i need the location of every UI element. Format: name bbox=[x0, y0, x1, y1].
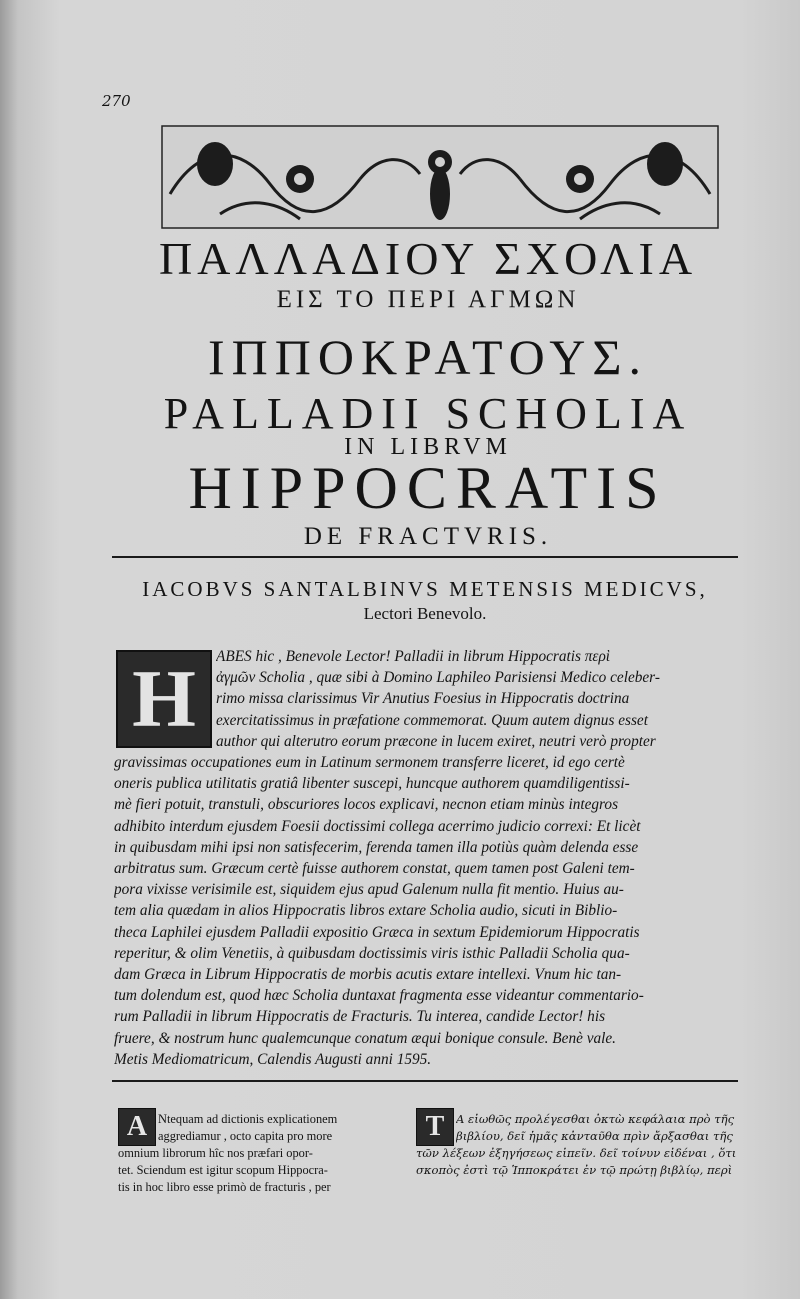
right-column-line: τῶν λέξεων ἐξηγήσεως εἰπεῖν. δεῖ τοίνυν εἰδέναι , ὅτι bbox=[416, 1146, 737, 1160]
preface-line: reperitur, & olim Venetiis, à quibusdam doctissimis viris isthic Palladii Scholia qua- bbox=[114, 944, 630, 962]
preface-line: gravissimas occupationes eum in Latinum sermonem transferre liceret, id ego certè bbox=[114, 754, 625, 771]
preface-line: rum Palladii in librum Hippocratis de Fracturis. Tu interea, candide Lector! his bbox=[114, 1008, 606, 1026]
preface-line: pora vixisse verisimile est, siquidem ejus apud Galenum nulla fit mentio. Huius au- bbox=[114, 881, 624, 899]
title-divider bbox=[112, 556, 738, 558]
preface-line: author qui alterutro eorum præcone in lucem exiret, neutri verò propter bbox=[216, 732, 656, 750]
latin-title-line-1: PALLADII SCHOLIA bbox=[163, 389, 693, 438]
page-number: 270 bbox=[102, 92, 131, 110]
preface-line: mè fieri potuit, transtuli, obscuriores locos explicavi, necnon etiam minùs integros bbox=[114, 796, 619, 814]
headpiece-ornament-icon bbox=[160, 124, 720, 230]
left-column-line: omnium librorum hîc nos præfari opor- bbox=[118, 1146, 313, 1160]
author-line: IACOBVS SANTALBINVS METENSIS MEDICVS, bbox=[142, 577, 708, 601]
left-column-dropcap: A bbox=[118, 1108, 156, 1146]
greek-title-line-1: ΠΑΛΛΑΔΙΟΥ ΣΧΟΛΙΑ bbox=[158, 233, 698, 284]
preface-dropcap-letter: H bbox=[132, 653, 196, 744]
greek-title-line-2: ΕΙΣ ΤΟ ΠΕΡΙ ΑΓΜΩΝ bbox=[276, 286, 580, 313]
left-column-line: Ntequam ad dictionis explicationem bbox=[158, 1112, 338, 1126]
preface-line: ἀγμῶν Scholia , quæ sibi à Domino Laphileo Parisiensi Medico celeber- bbox=[216, 669, 660, 687]
preface-line: theca Laphilei ejusdem Palladii expositio Græca in sextum Epidemiorum Hippocratis bbox=[114, 923, 640, 941]
preface-line: exercitatissimus in præfatione commemorat. Quum autem dignus esset bbox=[216, 711, 648, 729]
preface-line: rimo missa clarissimus Vir Anutius Foesius in Hippocratis doctrina bbox=[216, 690, 630, 708]
right-column-line: σκοπὸς ἐστὶ τῷ Ἱπποκράτει ἐν τῷ πρώτῃ βιβλίῳ, περὶ bbox=[416, 1163, 733, 1177]
greeting-line: Lectori Benevolo. bbox=[363, 604, 487, 623]
preface-line: fruere, & nostrum hunc qualemcunque conatum æqui bonique consule. Benè vale. bbox=[114, 1029, 617, 1047]
preface-line: in quibusdam mihi ipsi non satisfecerim, ferenda tamen illa potiùs quàm delenda esse bbox=[114, 838, 639, 856]
preface-dropcap bbox=[116, 650, 212, 748]
preface-line: oneris publica utilitatis gratiâ libenter suscepi, huncque authorem quamdiligentissi- bbox=[114, 775, 630, 793]
left-column-line: aggrediamur , octo capita pro more bbox=[158, 1129, 333, 1143]
greek-title-line-3: ΙΠΠΟΚΡΑΤΟΥΣ. bbox=[208, 329, 648, 385]
latin-title-line-2: IN LIBRVM bbox=[344, 434, 512, 460]
preface-line: arbitratus sum. Græcum certè fuisse authorem constat, quem tamen post Galeni tem- bbox=[114, 860, 635, 877]
left-column-line: tis in hoc libro esse primò de fracturis , per bbox=[118, 1180, 331, 1194]
right-column-dropcap: T bbox=[416, 1108, 454, 1146]
preface-line: adhibito interdum ejusdem Foesii doctissimi collega acerrimo judicio correxi: Et licèt bbox=[114, 817, 641, 835]
preface-line: ABES hic , Benevole Lector! Palladii in librum Hippocratis περὶ bbox=[216, 648, 611, 665]
preface-line: tum dolendum est, quod hæc Scholia duntaxat fragmenta esse videantur commentario- bbox=[114, 987, 644, 1005]
right-column-line: βιβλίου, δεῖ ἡμᾶς κἀνταῦθα πρὶν ἄρξασθαι τῆς bbox=[456, 1129, 733, 1143]
preface-line: dam Græca in Librum Hippocratis de morbis acutis extare intellexi. Vnum hic tan- bbox=[114, 966, 622, 983]
latin-title-line-4: DE FRACTVRIS. bbox=[303, 523, 553, 550]
left-column-line: tet. Sciendum est igitur scopum Hippocra- bbox=[118, 1163, 328, 1177]
right-column-line: Α εἰωθῶς προλέγεσθαι ὀκτὼ κεφάλαια πρὸ τῆς bbox=[456, 1112, 735, 1126]
latin-title-line-3: HIPPOCRATIS bbox=[188, 455, 668, 521]
preface-line: Metis Mediomatricum, Calendis Augusti anni 1595. bbox=[114, 1050, 432, 1068]
preface-line: tem alia quædam in alios Hippocratis libros extare Scholia audio, sicuti in Biblio- bbox=[114, 902, 618, 920]
section-divider bbox=[112, 1080, 738, 1082]
